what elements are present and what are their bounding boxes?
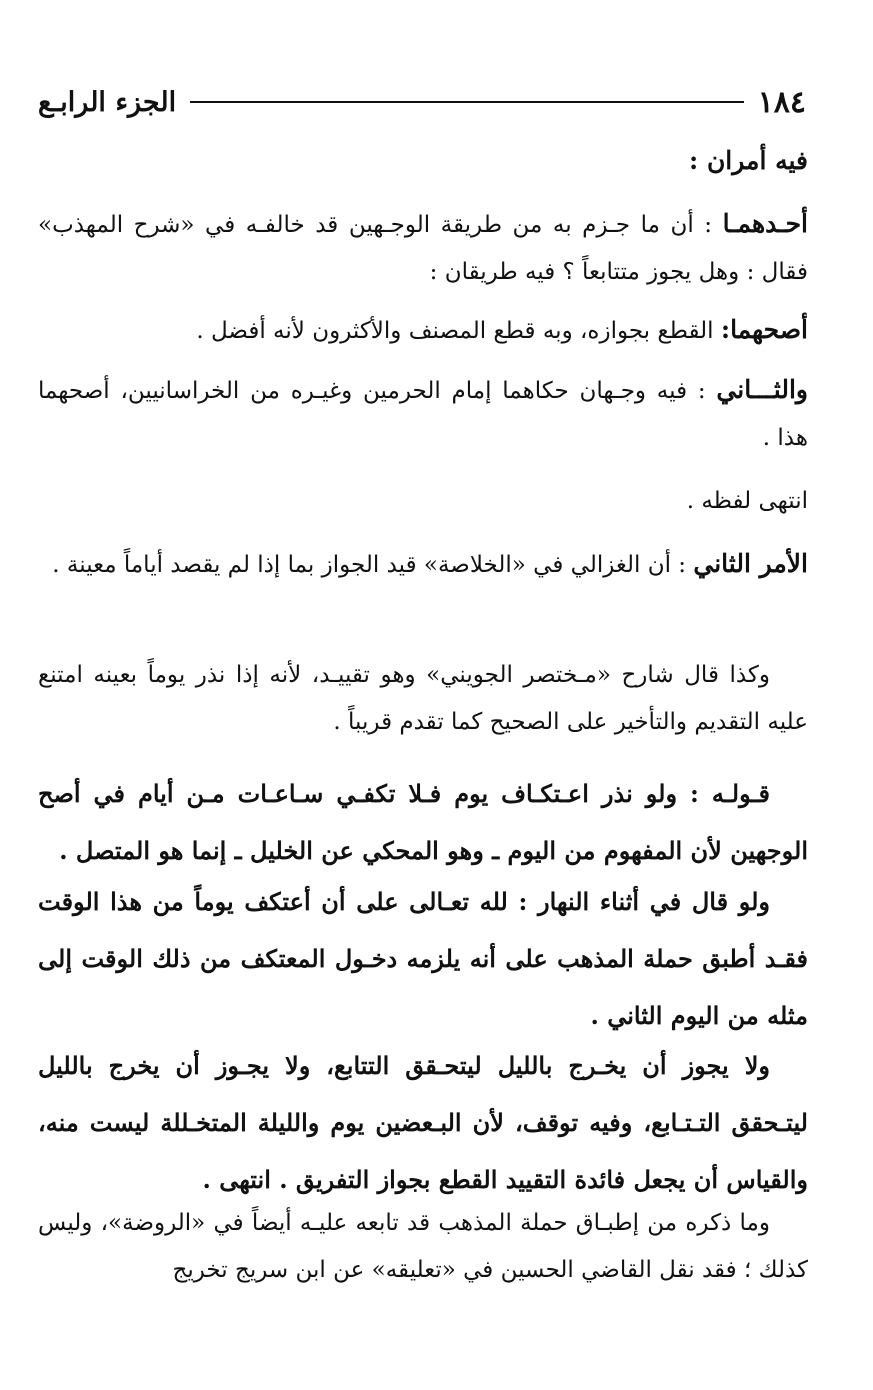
paragraph-night (38, 1037, 808, 1208)
paragraph-qawluhu (38, 765, 808, 879)
paragraph-text: ولو قال في أثناء النهار : لله تعـالى على أن أعتكف يوماً من هذا الوقت فقـد أطبق حملة المذهب على أنه يلزمه دخـول المعتكف من ذلك الوقت إلى مثله من اليوم الثاني . (38, 887, 808, 1030)
paragraph-text: قـولـه : ولو نذر اعـتكـاف يوم فـلا تكفـي سـاعـات مـن أيام في أصح الوجهين لأن المفهوم من اليوم ـ وهو المحكي عن الخليل ـ إنما هو المتصل . (38, 779, 808, 865)
paragraph-lead: أصحهما: (720, 315, 808, 344)
paragraph-text: : أن الغزالي في «الخلاصة» قيد الجواز بما إذا لم يقصد أياماً معينة . (52, 552, 694, 578)
paragraph-lead: أحـدهمـا (722, 209, 808, 238)
paragraph-text: انتهى لفظه . (686, 488, 808, 514)
paragraph-text: ولا يجوز أن يخـرج بالليل ليتحـقق التتابع، ولا يجـوز أن يخرج بالليل ليتـحقق التـتـابع، وفيه توقف، لأن البـعضين يوم والليلة المتخـللة ليست منه، والقياس أن يجعل فائدة التقييد القطع بجواز التفريق . انتهى . (38, 1051, 808, 1194)
paragraph-text: فيه أمران : (689, 146, 808, 175)
paragraph-second-way (38, 366, 808, 462)
paragraph-first-matter (38, 200, 808, 296)
paragraph-lead: الأمر الثاني (693, 549, 808, 578)
paragraph-text: وما ذكره من إطبـاق حملة المذهب قد تابعه عليـه أيضاً في «الروضة»، وليس كذلك ؛ فقد نقل القاضي الحسين في «تعليقه» عن ابن سريج تخريج (38, 1210, 808, 1283)
paragraph-text: : فيه وجـهان حكاهما إمام الحرمين وغيـره من الخراسانيين، أصحهما هذا . (38, 378, 808, 451)
paragraph-second-matter (38, 540, 808, 589)
paragraph-text: القطع بجوازه، وبه قطع المصنف والأكثرون لأنه أفضل . (196, 318, 721, 344)
paragraph-text: : أن ما جـزم به من طريقة الوجـهين قد خالفـه في «شرح المهذب» فقال : وهل يجوز متتابعاً ؟ فيه طريقان : (38, 212, 808, 285)
running-title: الجزء الرابـع (38, 86, 177, 118)
page-number: ١٨٤ (757, 84, 806, 120)
paragraph-asahhuhuma (38, 306, 808, 355)
header-rule (190, 101, 744, 103)
paragraph-commentator (38, 652, 808, 746)
paragraph-consensus (38, 1200, 808, 1294)
paragraph-end-quote (38, 478, 808, 525)
paragraph-text: وكذا قال شارح «مـختصر الجويني» وهو تقييـد، لأنه إذا نذر يوماً بعينه امتنع عليه التقديم والتأخير على الصحيح كما تقدم قريباً . (38, 662, 808, 735)
paragraph-lead: والثـــاني (716, 375, 808, 404)
page-header (38, 80, 806, 124)
paragraph-intro (38, 137, 808, 186)
paragraph-during-day (38, 873, 808, 1044)
